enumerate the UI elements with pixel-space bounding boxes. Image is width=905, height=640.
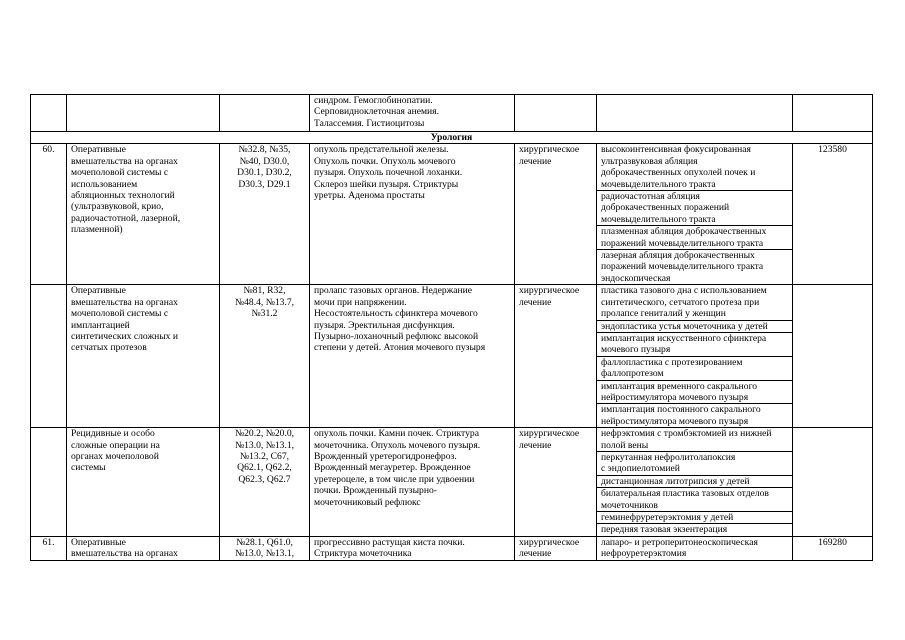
cell-disease: синдром. Гемоглобинопатии. Серповидноклеточная анемия. Талассемия. Гистиоцитозы (310, 95, 515, 132)
cell-type (515, 95, 597, 132)
cell-methods (597, 285, 793, 428)
method-item: перкутанная нефролитолапоксия с эндопиелотомией (597, 452, 792, 476)
method-item: высокоинтенсивная фокусированная ультразвуковая абляция доброкачественных опухолей почек и мочевыделительного тракта (597, 144, 792, 191)
method-item: фаллопластика с протезированием фаллопротезом (597, 357, 792, 381)
cell-price (793, 95, 873, 132)
cell-methods (597, 144, 793, 285)
cell-num: 61. (31, 536, 67, 560)
cell-disease: опухоль предстательной железы. Опухоль почки. Опухоль мочевого пузыря. Опухоль почечной лоханки. Склероз шейки пузыря. Стриктуры уретры. Аденома простаты (310, 144, 515, 285)
table-row (31, 536, 873, 560)
cell-num (31, 95, 67, 132)
cell-disease: пролапс тазовых органов. Недержание мочи при напряжении. Несостоятельность сфинктера мочевого пузыря. Эректильная дисфункция. Пузырно-лоханочный рефлюкс высокой степени у детей. Атония мочевого пузыря (310, 285, 515, 428)
method-item: дистанционная литотрипсия у детей (597, 476, 792, 488)
section-title: Урология (31, 132, 873, 144)
method-item: геминефруретерэктомия у детей (597, 512, 792, 524)
table-row (31, 144, 873, 285)
cell-codes: №28.1, Q61.0, №13.0, №13.1, (220, 536, 310, 560)
cell-name: Оперативные вмешательства на органах мочеполовой системы с имплантацией синтетических сложных и сетчатых протезов (67, 285, 220, 428)
table-row (31, 285, 873, 428)
method-item: пластика тазового дна с использованием синтетического, сетчатого протеза при пролапсе гениталий у женщин (597, 285, 792, 320)
method-item: лазерная абляция доброкачественных поражений мочевыделительного тракта эндоскопическая (601, 250, 764, 284)
cell-price (793, 285, 873, 428)
cell-methods (597, 536, 793, 560)
method-item: нефрэктомия с тромбэктомией из нижней полой вены (597, 428, 792, 452)
cell-num: 60. (31, 144, 67, 285)
cell-codes: №32.8, №35, №40, D30.0, D30.1, D30.2, D30.3, D29.1 (220, 144, 310, 285)
method-item: лапаро- и ретроперитонеоскопическая нефроуретерэктомия (601, 536, 758, 560)
method-item: эндопластика устья мочеточника у детей (597, 321, 792, 333)
cell-codes: №81, R32, №48.4, №13.7, №31.2 (220, 285, 310, 428)
cell-type: хирургическое лечение (515, 536, 597, 560)
cell-price: 169280 (793, 536, 873, 560)
cell-methods (597, 428, 793, 537)
table-row-continuation (31, 95, 873, 132)
cell-type: хирургическое лечение (515, 428, 597, 537)
cell-num (31, 285, 67, 428)
cell-name: Рецидивные и особо сложные операции на органах мочеполовой системы (67, 428, 220, 537)
section-header-row (31, 132, 873, 144)
method-item: имплантация постоянного сакрального нейростимулятора мочевого пузыря (601, 404, 761, 427)
cell-type: хирургическое лечение (515, 285, 597, 428)
cell-disease: опухоль почки. Камни почек. Стриктура мочеточника. Опухоль мочевого пузыря. Врожденный уретерогидронефроз. Врожденный мегауретер. Врожденное уретероцеле, в том числе при удвоении почки. Врожденный пузырно- мочеточниковый рефлюкс (310, 428, 515, 537)
table-row (31, 428, 873, 537)
cell-codes: №20.2, №20.0, №13.0, №13.1, №13.2, C67, Q62.1, Q62.2, Q62.3, Q62.7 (220, 428, 310, 537)
cell-name (67, 95, 220, 132)
method-item: передняя тазовая экзентерация (601, 524, 728, 536)
cell-price: 123580 (793, 144, 873, 285)
cell-type: хирургическое лечение (515, 144, 597, 285)
method-item: имплантация временного сакрального нейростимулятора мочевого пузыря (597, 381, 792, 405)
cell-method (597, 95, 793, 132)
method-item: радиочастотная абляция доброкачественных поражений мочевыделительного тракта (597, 191, 792, 226)
method-item: билатеральная пластика тазовых отделов мочеточников (597, 488, 792, 512)
cell-name: Оперативные вмешательства на органах (67, 536, 220, 560)
method-item: имплантация искусственного сфинктера мочевого пузыря (597, 333, 792, 357)
method-item: плазменная абляция доброкачественных поражений мочевыделительного тракта (597, 226, 792, 250)
cell-disease: прогрессивно растущая киста почки. Стриктура мочеточника (310, 536, 515, 560)
cell-name: Оперативные вмешательства на органах мочеполовой системы с использованием абляционных технологий (ультразвуковой, крио, радиочастотной, лазерной, плазменной) (67, 144, 220, 285)
cell-price (793, 428, 873, 537)
medical-procedures-table (30, 94, 873, 561)
cell-num (31, 428, 67, 537)
cell-codes (220, 95, 310, 132)
